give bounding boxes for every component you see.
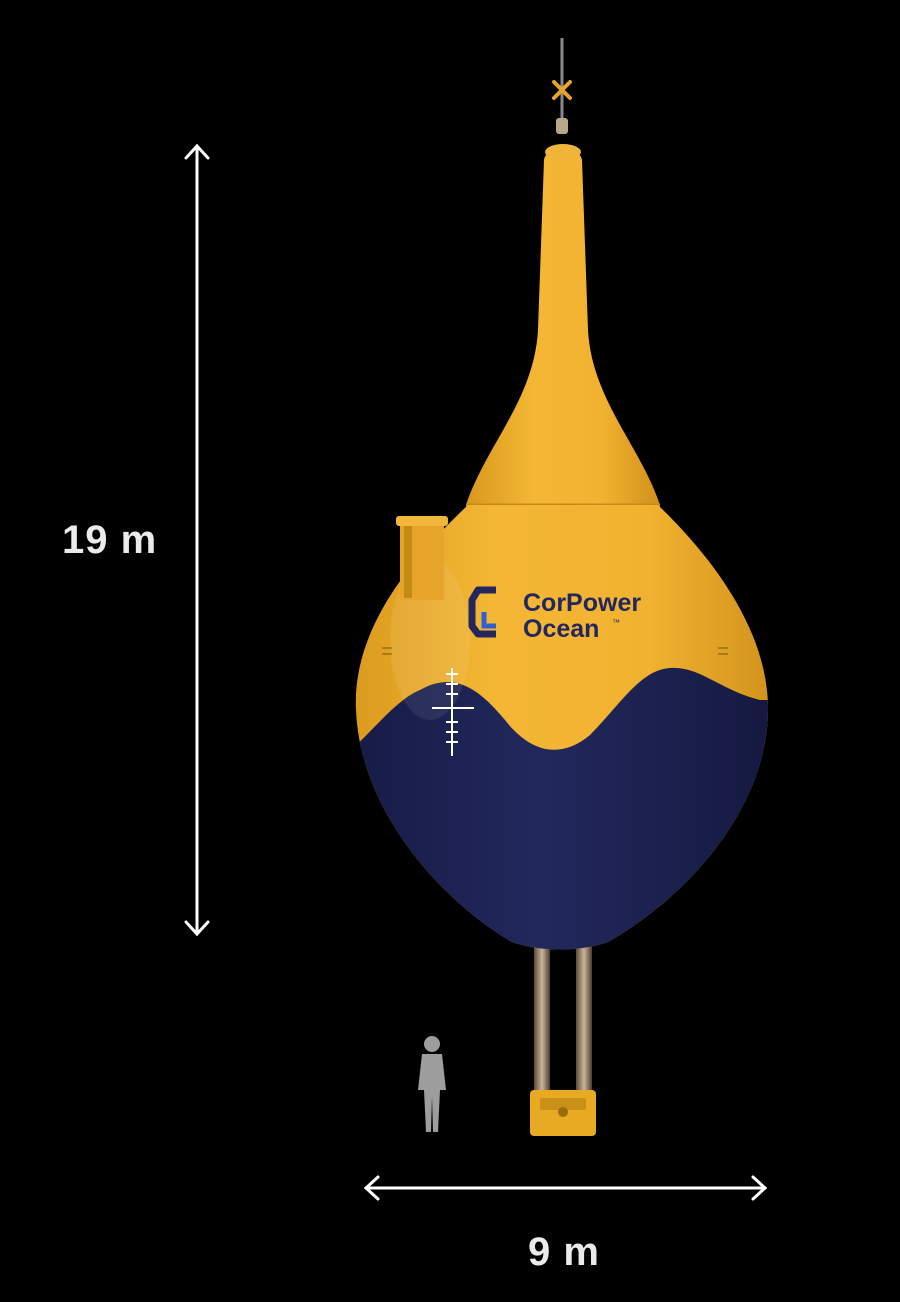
hull-side-pipe [396, 516, 448, 600]
logo-line2: Ocean [523, 615, 600, 643]
antenna-mount [556, 118, 568, 134]
antenna-mast [554, 38, 570, 134]
buoy-nose-cone [466, 144, 660, 505]
logo-trademark: ™ [612, 618, 620, 627]
person-scale-icon [418, 1036, 446, 1132]
power-take-off-rods [530, 940, 596, 1136]
width-dimension-label: 9 m [528, 1230, 600, 1274]
width-dimension-line [366, 1177, 765, 1199]
logo-line1: CorPower [523, 589, 642, 617]
height-dimension-label: 19 m [62, 518, 158, 562]
height-dimension-line [186, 146, 208, 934]
